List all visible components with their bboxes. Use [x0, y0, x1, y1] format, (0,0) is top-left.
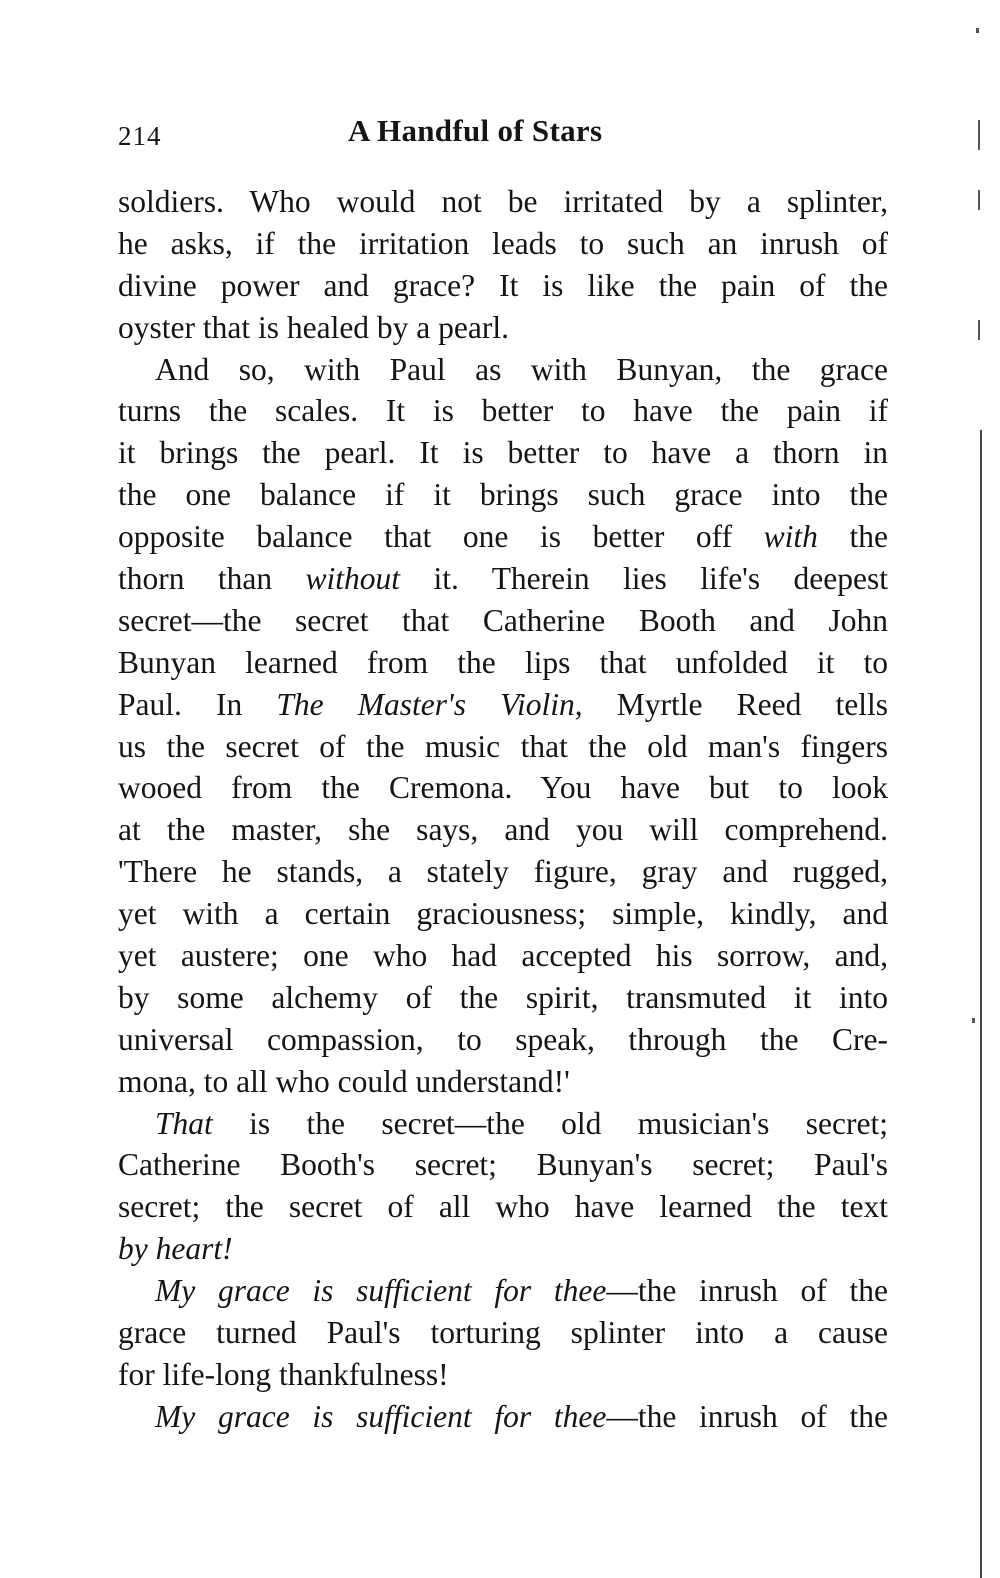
- text-line: by some alchemy of the spirit, transmuted it into: [118, 979, 888, 1015]
- text-line: opposite balance that one is better off with the: [118, 519, 888, 555]
- scan-edge-line: [980, 430, 982, 1578]
- scan-edge-mark: [976, 28, 979, 33]
- running-title: A Handful of Stars: [348, 113, 603, 148]
- text-line: us the secret of the music that the old man's fingers: [118, 728, 888, 764]
- text-line: it brings the pearl. It is better to have a thorn in: [118, 435, 888, 471]
- text-line: thorn than without it. Therein lies life's deepest: [118, 561, 888, 597]
- body-text: [118, 181, 888, 1438]
- text-line: wooed from the Cremona. You have but to look: [118, 770, 888, 806]
- book-title-italic: The Master's Violin,: [276, 686, 583, 722]
- scan-edge-mark: [978, 320, 980, 340]
- text-line: by heart!: [118, 1231, 233, 1267]
- text-line: yet with a certain graciousness; simple, kindly, and: [118, 896, 888, 932]
- scan-edge-mark: [978, 190, 980, 210]
- text-line: at the master, she says, and you will comprehend.: [118, 812, 888, 848]
- text-line: yet austere; one who had accepted his sorrow, and,: [118, 938, 888, 974]
- text-line: divine power and grace? It is like the pain of the: [118, 267, 888, 303]
- text-line: Bunyan learned from the lips that unfolded it to: [118, 644, 888, 680]
- text-line: 'There he stands, a stately figure, gray and rugged,: [118, 854, 888, 890]
- scan-edge-mark: [978, 120, 980, 150]
- text-line: grace turned Paul's torturing splinter into a cause: [118, 1315, 888, 1351]
- text-line: turns the scales. It is better to have the pain if: [118, 393, 888, 429]
- scan-edge-mark: [972, 1018, 975, 1023]
- text-line: for life-long thankfulness!: [118, 1356, 449, 1392]
- text-line: universal compassion, to speak, through the Cre-: [118, 1021, 888, 1057]
- text-line: mona, to all who could understand!': [118, 1063, 570, 1099]
- page-number: 214: [118, 121, 162, 151]
- text-line: Paul. In The Master's Violin, Myrtle Reed tells: [118, 686, 888, 722]
- text-line: secret—the secret that Catherine Booth and John: [118, 602, 888, 638]
- text-line: oyster that is healed by a pearl.: [118, 309, 509, 345]
- text-line: That is the secret—the old musician's secret;: [155, 1105, 888, 1141]
- text-line: And so, with Paul as with Bunyan, the grace: [155, 351, 888, 387]
- text-line: the one balance if it brings such grace into the: [118, 477, 888, 513]
- text-line: soldiers. Who would not be irritated by a splinter,: [118, 184, 888, 219]
- text-line: My grace is sufficient for thee—the inrush of the: [155, 1398, 888, 1434]
- text-line: Catherine Booth's secret; Bunyan's secret; Paul's: [118, 1147, 888, 1183]
- text-line: he asks, if the irritation leads to such an inrush of: [118, 225, 888, 261]
- text-line: secret; the secret of all who have learned the text: [118, 1189, 888, 1225]
- running-head: [118, 113, 888, 163]
- text-line: My grace is sufficient for thee—the inrush of the: [155, 1273, 888, 1309]
